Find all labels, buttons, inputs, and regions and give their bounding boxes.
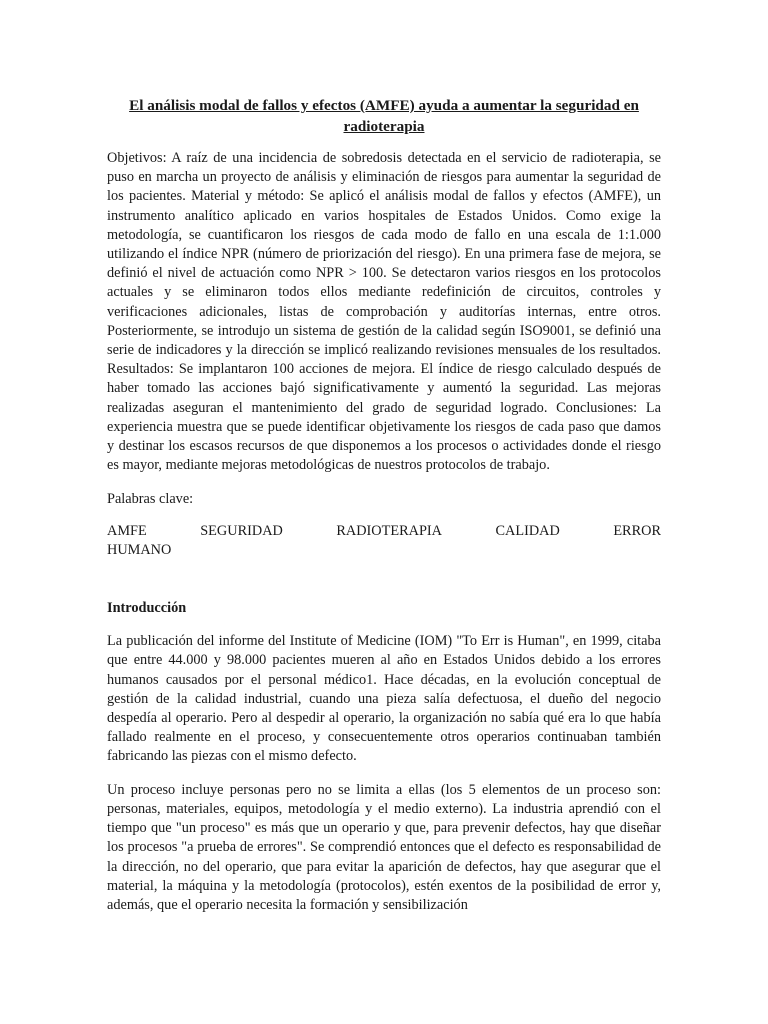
keyword: AMFE <box>107 522 147 539</box>
keyword: SEGURIDAD <box>200 522 283 539</box>
keywords-row <box>107 522 661 541</box>
document-body <box>107 95 661 915</box>
abstract-paragraph: Objetivos: A raíz de una incidencia de sobredosis detectada en el servicio de radioterapia, se puso en marcha un proyecto de análisis y eliminación de riesgos para aumentar la seguridad de los pacientes. Material y método: Se aplicó el análisis modal de fallos y efectos (AMFE), un instrumento analítico aplicado en varios hospitales de Estados Unidos. Como exige la metodología, se cuantificaron los riesgos de cada modo de fallo en una escala de 1:1.000 utilizando el índice NPR (número de priorización del riesgo). En una primera fase de mejora, se definió el nivel de actuación como NPR > 100. Se detectaron varios riesgos en los protocolos actuales y se eliminaron todos ellos mediante redefinición de circuitos, controles y verificaciones adicionales, listas de comprobación y auditorías internas, entre otros. Posteriormente, se introdujo un sistema de gestión de la calidad según ISO9001, se definió una serie de indicadores y la dirección se implicó realizando revisiones mensuales de los resultados. Resultados: Se implantaron 100 acciones de mejora. El índice de riesgo calculado después de haber tomado las acciones bajó significativamente y aumentó la seguridad. Las mejoras realizadas aseguran el mantenimiento del grado de seguridad logrado. Conclusiones: La experiencia muestra que se puede identificar objetivamente los riesgos de cada paso que damos y destinar los escasos recursos de que disponemos a los procesos o actividades donde el riesgo es mayor, mediante mejoras metodológicas de nuestros protocolos de trabajo. <box>107 150 661 474</box>
keywords-label: Palabras clave: <box>107 491 194 508</box>
document-title: El análisis modal de fallos y efectos (AMFE) ayuda a aumentar la seguridad en radioterapia <box>129 97 639 135</box>
section-heading-introduction: Introducción <box>107 600 187 617</box>
keyword-continued: HUMANO <box>107 541 172 558</box>
intro-paragraph-2: Un proceso incluye personas pero no se limita a ellas (los 5 elementos de un proceso son: personas, materiales, equipos, metodología y el medio externo). La industria aprendió con el tiempo que "un proceso" es más que un operario y que, para prevenir defectos, hay que diseñar los procesos "a prueba de errores". Se comprendió entonces que el defecto es responsabilidad de la dirección, no del operario, que para evitar la aparición de defectos, hay que asegurar que el material, la máquina y la metodología (protocolos), estén exentos de la posibilidad de error y, además, que el operario necesita la formación y sensibilización <box>107 781 661 913</box>
keyword: ERROR <box>613 522 661 539</box>
intro-paragraph-1: La publicación del informe del Institute of Medicine (IOM) "To Err is Human", en 1999, citaba que entre 44.000 y 98.000 pacientes mueren al año en Estados Unidos debido a los errores humanos causados por el personal médico1. Hace décadas, en la evolución conceptual de gestión de la calidad industrial, cuando una pieza salía defectuosa, el dueño del negocio despedía al operario. Pero al despedir al operario, la organización no sabía qué era lo que había fallado realmente en el proceso, y consecuentemente otros operarios continuaban también fabricando las piezas con el mismo defecto. <box>107 633 661 765</box>
keyword: CALIDAD <box>495 522 560 539</box>
keyword: RADIOTERAPIA <box>336 522 442 539</box>
